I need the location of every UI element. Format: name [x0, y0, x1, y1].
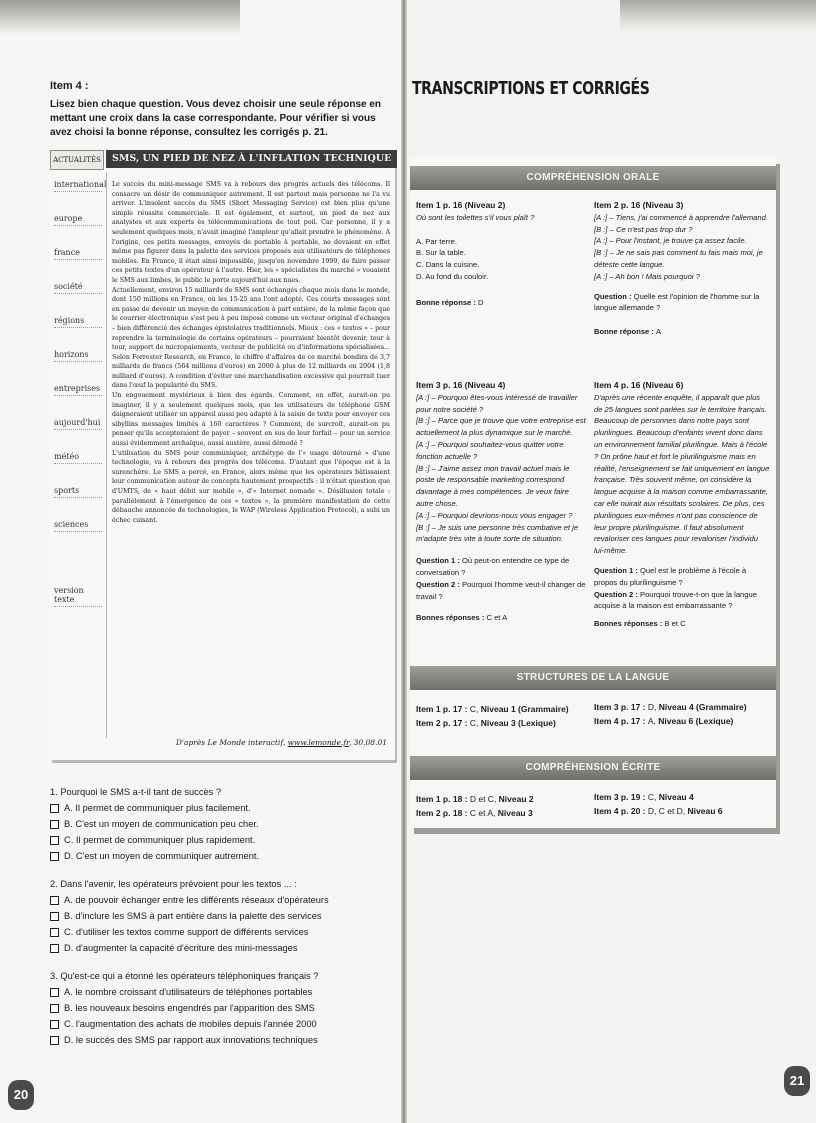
category-link[interactable]: europe [54, 214, 102, 226]
result-line [416, 702, 596, 716]
result-value: A, [647, 716, 659, 726]
questions [50, 784, 400, 1060]
option[interactable] [50, 1016, 400, 1032]
option-line: B. Sur la table. [416, 248, 466, 258]
result-level: Niveau 3 [497, 808, 533, 818]
article-paragraph: Le succès du mini-message SMS va à rebours des progrès actuels des télécoms. Il consacre un désir de communiquer autrement. Il est partout mais personne ne l'a vu arriver. L'insolent succès du SMS (Short Messaging Service) est bien plus qu'une simple réussite commerciale. Il est également, et surtout, un pied de nez aux analystes et aux experts ès télécommunications de tout poil. Car personne, il y a seulement quelques mois, n'avait imaginé l'ampleur qu'allait prendre le phénomène. A l'origine, ces petits messages, envoyés de portable à portable, ne devaient en effet même pas figurer dans la palette des services proposés aux utilisateurs de téléphones mobiles. En France, il était ainsi impossible, jusqu'en novembre 1999, de faire passer ces petits textes d'un opérateur à l'autre. Hier, les « spécialistes du marché » vouaient le SMS aux limbes, le public le porte aujourd'hui aux nues. [112, 181, 390, 284]
scan-shadow [620, 0, 816, 34]
article-paragraph: Un engouement mystérieux à bien des égards. Comment, en effet, aurait-on pu imaginer, il y a seulement quelques mois, que les utilisateurs de téléphone GSM daigneraient utiliser un appareil aussi peu adapté à la saisie de texte pour envoyer ces sibyllins messages limités à 160 caractères ? Comment, de surcroît, aurait-on pu penser qu'ils accepteraient de payer – souvent en sus de leur forfait – pour un service aussi évidemment archaïque, aussi austère, aussi démodé ? [112, 392, 390, 448]
category-link[interactable]: international [54, 180, 102, 192]
result-value: C et A, [469, 808, 498, 818]
question-line [594, 565, 770, 589]
article-tag: ACTUALITÉS [50, 150, 104, 170]
question-line [594, 291, 770, 315]
answer-value: B et C [664, 619, 686, 629]
dialog-line: [A :] – Tiens, j'ai commencé à apprendre l'allemand. [594, 212, 768, 222]
result-ref: Item 2 p. 17 : [416, 718, 470, 728]
result-level: Niveau 1 (Grammaire) [480, 704, 569, 714]
option-label: D. le succès des SMS par rapport aux innovations techniques [64, 1035, 318, 1045]
option-label: A. le nombre croissant d'utilisateurs de téléphones portables [64, 987, 313, 997]
question-label: Question 1 : [416, 556, 462, 566]
answer-label: Bonne réponse : [416, 297, 479, 307]
article-source [176, 738, 387, 747]
question-text: Pourquoi l'homme veut-il changer de travail ? [416, 579, 586, 601]
dialog-line: [A :] – Pourquoi devrions-nous vous engager ? [416, 510, 573, 520]
section-header: STRUCTURES DE LA LANGUE [410, 666, 776, 690]
option-line: A. Par terre. [416, 236, 457, 246]
result-line [416, 806, 596, 820]
checkbox[interactable] [50, 1020, 59, 1029]
question-line [416, 555, 588, 579]
result-line [416, 716, 596, 730]
result-line [594, 804, 774, 818]
article-headline: SMS, UN PIED DE NEZ À L'INFLATION TECHNIQUE [106, 150, 397, 168]
result-level: Niveau 6 [687, 806, 723, 816]
option-label: C. Il permet de communiquer plus rapidement. [64, 835, 256, 845]
result-ref: Item 4 p. 20 : [594, 806, 648, 816]
checkbox[interactable] [50, 1004, 59, 1013]
result-level: Niveau 2 [498, 794, 534, 804]
checkbox[interactable] [50, 988, 59, 997]
checkbox[interactable] [50, 1036, 59, 1045]
option[interactable] [50, 832, 400, 848]
dialog-line: [A :] – Pourquoi souhaitez-vous quitter votre fonction actuelle ? [416, 439, 564, 461]
item-title: Item 4 : [50, 80, 89, 92]
question-text: Quel est le problème à l'école à propos du plurilinguisme ? [594, 565, 747, 587]
result-ref: Item 2 p. 18 : [416, 808, 470, 818]
category-link[interactable]: météo [54, 452, 102, 464]
option-label: C. l'augmentation des achats de mobiles depuis l'année 2000 [64, 1019, 317, 1029]
category-link[interactable]: sciences [54, 520, 102, 532]
section-header: COMPRÉHENSION ÉCRITE [410, 756, 776, 780]
option-label: A. de pouvoir échanger entre les différents réseaux d'opérateurs [64, 895, 329, 905]
answer-label: Bonne réponse : [594, 327, 657, 337]
dialog-line: [B :] – Parce que je trouve que votre entreprise est actuellement la plus dynamique sur le marché. [416, 416, 586, 438]
category-link[interactable]: entreprises [54, 384, 102, 396]
category-link[interactable]: version texte [54, 586, 102, 607]
checkbox[interactable] [50, 852, 59, 861]
result-ref: Item 3 p. 19 : [594, 792, 648, 802]
result-line [416, 792, 596, 806]
checkbox[interactable] [50, 928, 59, 937]
scan-shadow [0, 0, 240, 34]
divider [106, 172, 107, 738]
question-line [416, 579, 588, 603]
question-text: 2. Dans l'avenir, les opérateurs prévoient pour les textos ... : [50, 879, 297, 889]
answer-line [594, 326, 770, 338]
answer-line [594, 618, 770, 630]
question-label: Question : [594, 291, 634, 301]
page-title: TRANSCRIPTIONS ET CORRIGÉS [412, 78, 650, 99]
instructions: Lisez bien chaque question. Vous devez choisir une seule réponse en mettant une croix dans la case correspondante. Pour vérifier si vous avez choisi la bonne réponse, consultez les corrigés p. 21. [50, 99, 382, 138]
structures-left [416, 702, 596, 730]
option[interactable] [50, 1032, 400, 1048]
option[interactable] [50, 940, 400, 956]
result-level: Niveau 4 [658, 792, 694, 802]
question-text: Pourquoi trouve-t-on que la langue acquise à la maison est embarrassante ? [594, 589, 757, 611]
item-question: Où sont les toilettes s'il vous plaît ? [416, 212, 535, 222]
checkbox[interactable] [50, 820, 59, 829]
result-level: Niveau 3 (Lexique) [480, 718, 556, 728]
result-ref: Item 1 p. 18 : [416, 794, 470, 804]
question-line [594, 589, 770, 613]
option-line: D. Au fond du couloir. [416, 271, 489, 281]
answer-value: A [656, 327, 662, 337]
structures-right [594, 700, 774, 728]
page-number: 21 [784, 1066, 810, 1096]
dialog-line: [B :] – J'aime assez mon travail actuel mais le poste de responsable marketing correspond davantage à mes compétences. Je veux faire autre chose. [416, 463, 570, 508]
result-value: D, C et D, [647, 806, 688, 816]
option[interactable] [50, 924, 400, 940]
question [50, 876, 400, 956]
option-label: A. Il permet de communiquer plus facilement. [64, 803, 251, 813]
result-line [594, 790, 774, 804]
section-header: COMPRÉHENSION ORALE [410, 166, 776, 190]
option-label: B. les nouveaux besoins engendrés par l'apparition des SMS [64, 1003, 315, 1013]
answer-value: D [478, 297, 484, 307]
dialog-line: [A :] – Pour l'instant, je trouve ça assez facile. [594, 236, 747, 246]
category-link[interactable]: sports [54, 486, 102, 498]
transcript-text: D'après une récente enquête, il apparaît que plus de 25 langues sont parlées sur le territoire français. Beaucoup de personnes dans notre pays sont plurilingues. Beaucoup d'enfants vivent donc dans un environnement familial plurilingue. Mais à l'école ? On prône haut et fort le plurilinguisme mais en réalité, l'enseignement se fait uniquement en langue française. Très souvent même, on considère la langue acquise à la maison comme embarrassante, car elle nuirait aux résultats scolaires. De plus, ces plurilingues eux-mêmes n'ont pas conscience de leur propre plurilinguisme. Il faut absolument revaloriser ces langues pour revaloriser l'individu lui-même. [594, 392, 770, 556]
question [50, 968, 400, 1048]
question [50, 784, 400, 864]
option-label: B. C'est un moyen de communication peu cher. [64, 819, 259, 829]
answer-label: Bonnes réponses : [594, 619, 665, 629]
article-paragraph: L'utilisation du SMS pour communiquer, archétype de l'« usage détourné » d'une technologie, va à rebours des progrès des télécoms. D'autant que l'époque est à la surenchère. Le SMS a percé, en France, alors même que les opérateurs bâtissaient leur communication autour de concepts hautement prospectifs : il n'était question que d'UMTS, de « haut débit sur mobile », d'« Internet nomade ». Désillusion totale : parallèlement à l'émergence de ces « textos », la première manifestation de cette débauche annoncée de technologies, le WAP (Wireless Application Protocol), a subi un échec cuisant. [112, 449, 390, 524]
result-ref: Item 4 p. 17 : [594, 716, 648, 726]
answer-line [416, 612, 588, 624]
answer-value: C et A [486, 613, 508, 623]
item3-block [416, 380, 588, 624]
ecrite-right [594, 790, 774, 818]
result-value: C, [469, 704, 481, 714]
option[interactable] [50, 848, 400, 864]
answer-line [416, 297, 588, 309]
item-heading: Item 4 p. 16 (Niveau 6) [594, 380, 684, 390]
question-text: Quelle est l'opinion de l'homme sur la langue allemande ? [594, 291, 760, 313]
result-ref: Item 1 p. 17 : [416, 704, 470, 714]
option-label: C. d'utiliser les textos comme support de différents services [64, 927, 309, 937]
result-level: Niveau 4 (Grammaire) [658, 702, 747, 712]
option-label: D. d'augmenter la capacité d'écriture des mini-messages [64, 943, 298, 953]
item1-block [416, 200, 588, 309]
dialog-line: [B :] – Je suis une personne très combative et je m'adapte très vite à toute sorte de situation. [416, 522, 579, 544]
result-level: Niveau 6 (Lexique) [658, 716, 734, 726]
option[interactable] [50, 816, 400, 832]
answers-panel [410, 158, 776, 828]
result-line [594, 714, 774, 728]
question-label: Question 1 : [594, 565, 640, 575]
result-ref: Item 3 p. 17 : [594, 702, 648, 712]
option-line: C. Dans la cuisine. [416, 260, 480, 270]
checkbox[interactable] [50, 836, 59, 845]
article-body [112, 180, 390, 525]
option-label: D. C'est un moyen de communiquer autrement. [64, 851, 260, 861]
question-text: Où peut-on entendre ce type de conversation ? [416, 556, 570, 577]
book-gutter [401, 0, 407, 1123]
checkbox[interactable] [50, 896, 59, 905]
item-heading: Item 1 p. 16 (Niveau 2) [416, 200, 506, 210]
category-link[interactable]: horizons [54, 350, 102, 362]
category-link[interactable]: société [54, 282, 102, 294]
option[interactable] [50, 984, 400, 1000]
dialog-line: [B :] – Je ne sais pas comment tu fais mais moi, je déteste cette langue. [594, 248, 763, 269]
option[interactable] [50, 800, 400, 816]
question-text: 3. Qu'est-ce qui a étonné les opérateurs téléphoniques français ? [50, 971, 319, 981]
dialog-line: [A :] – Pourquoi êtes-vous intéressé de travailler pour notre société ? [416, 392, 578, 414]
result-value: D et C, [469, 794, 499, 804]
category-link[interactable]: aujourd'hui [54, 418, 102, 430]
source-link[interactable]: www.lemonde.fr [287, 738, 349, 747]
category-link[interactable]: france [54, 248, 102, 260]
article-box [50, 150, 395, 760]
question-text: 1. Pourquoi le SMS a-t-il tant de succès ? [50, 787, 222, 797]
item4-block [594, 380, 770, 630]
source-date: , 30.08.01 [348, 738, 387, 747]
ecrite-left [416, 792, 596, 820]
dialog-line: [A :] – Ah bon ! Mais pourquoi ? [594, 271, 700, 281]
checkbox[interactable] [50, 912, 59, 921]
result-value: C, [647, 792, 659, 802]
item-heading: Item 2 p. 16 (Niveau 3) [594, 200, 684, 210]
result-value: D, [647, 702, 659, 712]
page-number: 20 [8, 1080, 34, 1110]
question-label: Question 2 : [416, 579, 462, 589]
checkbox[interactable] [50, 804, 59, 813]
question-label: Question 2 : [594, 589, 640, 599]
source-prefix: D'après Le Monde interactif, [175, 738, 288, 747]
item2-block [594, 200, 770, 338]
checkbox[interactable] [50, 944, 59, 953]
article-paragraph: Actuellement, environ 15 milliards de SMS sont échangés chaque mois dans le monde, dont 150 millions en France, où les 15-25 ans l'ont adopté. Ces courts messages sont en passe de devenir un moyen de communication à part entière, de la même façon que le courrier électronique s'est peu à peu imposé comme un vecteur original d'échanges – bien différencié des échanges épistolaires traditionnels. Mieux : ces « textos » – pour reprendre la terminologie de certains opérateurs – pourraient bientôt devenir, tour à tour, support de micropaiements, vecteur de publicité ou d'informations spécialisées... Selon Forrester Research, en France, le chiffre d'affaires de ce marché bondira de 3,7 milliards de francs (564 millions d'euros) en 2000 à plus de 12 milliards en 2004 (1,8 milliard d'euros). A condition d'éviter une marchandisation excessive qui pourrait tuer dans l'œuf la popularité du SMS. [112, 286, 390, 390]
answer-label: Bonnes réponses : [416, 613, 487, 623]
category-link[interactable]: régions [54, 316, 102, 328]
option[interactable] [50, 892, 400, 908]
dialog-line: [B :] – Ce n'est pas trop dur ? [594, 224, 693, 234]
option[interactable] [50, 1000, 400, 1016]
option-label: B. d'inclure les SMS à part entière dans la palette des services [64, 911, 322, 921]
result-value: C, [469, 718, 481, 728]
option[interactable] [50, 908, 400, 924]
item-heading: Item 3 p. 16 (Niveau 4) [416, 380, 506, 390]
result-line [594, 700, 774, 714]
